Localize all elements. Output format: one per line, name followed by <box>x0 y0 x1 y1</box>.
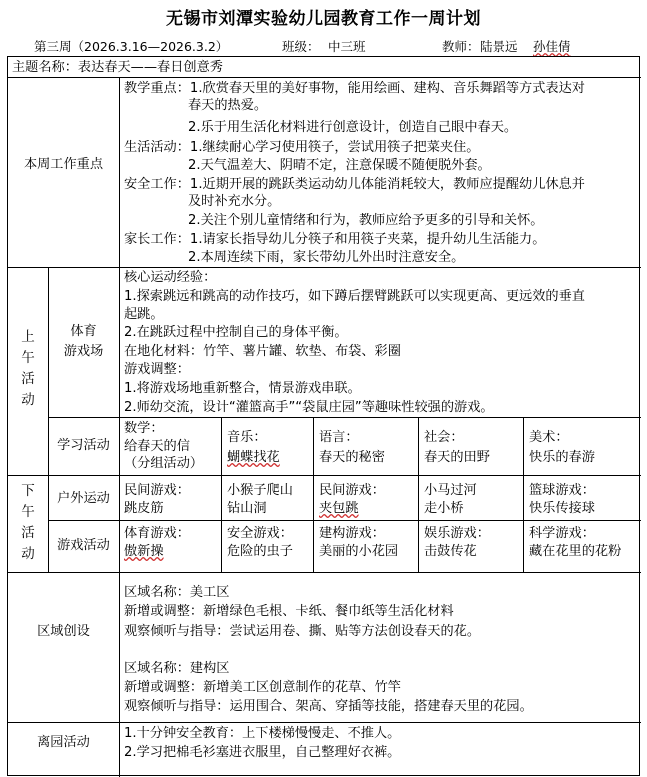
outdoor-cell: 民间游戏： <box>319 483 385 498</box>
outdoor-cell: 小猴子爬山 <box>227 483 293 498</box>
learning-cell-art: 美术： <box>529 430 569 445</box>
teacher-name: 陆景远 <box>480 39 518 54</box>
theme-name: 主题名称：表达春天——春日创意秀 <box>12 60 223 75</box>
learning-cell-math: （分组活动） <box>124 456 204 471</box>
games-cell: 体育游戏： <box>124 526 190 541</box>
outdoor-cell: 小马过河 <box>424 483 477 498</box>
page-title: 无锡市刘潭实验幼儿园教育工作一周计划 <box>166 9 481 29</box>
focus-line: 2.乐于用生活化材料进行创意设计，创造自己眼中春天。 <box>188 120 518 135</box>
playground-line: 2.在跳跃过程中控制自己的身体平衡。 <box>124 325 348 340</box>
playground-line: 核心运动经验： <box>124 270 217 285</box>
playground-line: 1.探索跳远和跳高的动作技巧，如下蹲后摆臂跳跃可以实现更高、更远效的垂直 <box>124 289 585 304</box>
outdoor-cell: 跳皮筋 <box>124 501 164 516</box>
area-line: 区域名称：美工区 <box>124 585 230 600</box>
leaving-line: 2.学习把棉毛衫塞进衣服里，自己整理好衣裤。 <box>124 745 401 760</box>
learning-cell-math: 数学： <box>124 421 164 436</box>
focus-line: 2.天气温差大、阴晴不定，注意保暖不随便脱外套。 <box>188 158 491 173</box>
games-cell: 危险的虫子 <box>227 544 293 559</box>
games-cell: 建构游戏： <box>319 526 385 541</box>
games-cell: 击鼓传花 <box>424 544 477 559</box>
area-line: 新增或调整：新增美工区创意制作的花草、竹竿 <box>124 680 401 695</box>
playground-line: 1.将游戏场地重新整合，情景游戏串联。 <box>124 381 361 396</box>
outdoor-cell: 篮球游戏： <box>529 483 595 498</box>
area-line: 观察倾听与指导：运用围合、架高、穿插等技能，搭建春天里的花园。 <box>124 699 533 714</box>
area-line: 新增或调整：新增绿色毛根、卡纸、餐巾纸等生活化材料 <box>124 604 454 619</box>
morning-label: 上 午 活 动 <box>21 329 35 408</box>
focus-line: 2.本周连续下雨，家长带幼儿外出时注意安全。 <box>188 250 465 265</box>
outdoor-cell: 钻山洞 <box>227 501 267 516</box>
focus-line: 安全工作：1.近期开展的跳跃类运动幼儿体能消耗较大，教师应提醒幼儿休息并 <box>124 177 585 192</box>
learning-cell-music: 蝴蝶找花 <box>227 450 280 465</box>
games-cell: 美丽的小花园 <box>319 544 399 559</box>
outdoor-label: 户外运动 <box>57 491 110 506</box>
learning-cell-art: 快乐的春游 <box>529 450 595 465</box>
focus-line: 生活活动：1.继续耐心学习使用筷子，尝试用筷子把菜夹住。 <box>124 140 480 155</box>
plan-table <box>7 56 640 776</box>
afternoon-label: 下 午 活 动 <box>21 483 35 562</box>
learning-cell-social: 春天的田野 <box>424 450 490 465</box>
area-line: 区域名称：建构区 <box>124 661 230 676</box>
teacher-label: 教师： <box>442 39 480 54</box>
outdoor-cell: 民间游戏： <box>124 483 190 498</box>
leaving-line: 1.十分钟安全教育：上下楼梯慢慢走、不推人。 <box>124 726 401 741</box>
learning-cell-social: 社会： <box>424 430 464 445</box>
learning-cell-math: 给春天的信 <box>124 439 190 454</box>
week-range: 第三周（2026.3.16—2026.3.2） <box>34 39 229 54</box>
playground-line: 游戏调整： <box>124 362 190 377</box>
area-label: 区域创设 <box>37 624 90 639</box>
focus-line: 春天的热爱。 <box>188 98 268 113</box>
playground-label-2: 游戏场 <box>63 344 104 359</box>
games-cell: 藏在花里的花粉 <box>529 544 622 559</box>
focus-line: 教学重点：1.欣赏春天里的美好事物，能用绘画、建构、音乐舞蹈等方式表达对 <box>124 81 585 96</box>
games-cell: 娱乐游戏： <box>424 526 490 541</box>
learning-cell-music: 音乐： <box>227 430 267 445</box>
playground-line: 起跳。 <box>124 307 164 322</box>
focus-line: 及时补充水分。 <box>188 194 281 209</box>
class-name: 中三班 <box>328 39 366 54</box>
games-cell: 傲新操 <box>124 544 164 559</box>
focus-line: 家长工作：1.请家长指导幼儿分筷子和用筷子夹菜，提升幼儿生活能力。 <box>124 232 546 247</box>
playground-line: 在地化材料：竹竿、薯片罐、软垫、布袋、彩圈 <box>124 344 401 359</box>
games-label: 游戏活动 <box>57 538 110 553</box>
leaving-label: 离园活动 <box>37 735 90 750</box>
outdoor-cell: 快乐传接球 <box>529 501 595 516</box>
area-line: 观察倾听与指导：尝试运用卷、撕、贴等方法创设春天的花。 <box>124 624 481 639</box>
outdoor-cell: 走小桥 <box>424 501 464 516</box>
games-cell: 科学游戏： <box>529 526 595 541</box>
outdoor-cell: 夹包跳 <box>319 501 359 516</box>
teacher-name-2: 孙佳倩 <box>533 39 571 54</box>
focus-line: 2.关注个别儿童情绪和行为，教师应给予更多的引导和关怀。 <box>188 213 544 228</box>
class-label: 班级： <box>282 39 320 54</box>
playground-label: 体育 <box>70 324 97 339</box>
playground-line: 2.师幼交流，设计“灌篮高手”“袋鼠庄园”等趣味性较强的游戏。 <box>124 400 494 415</box>
weekly-focus-label: 本周工作重点 <box>23 157 104 172</box>
learning-label: 学习活动 <box>57 438 110 453</box>
learning-cell-language: 春天的秘密 <box>319 450 385 465</box>
learning-cell-language: 语言： <box>319 430 359 445</box>
games-cell: 安全游戏： <box>227 526 293 541</box>
